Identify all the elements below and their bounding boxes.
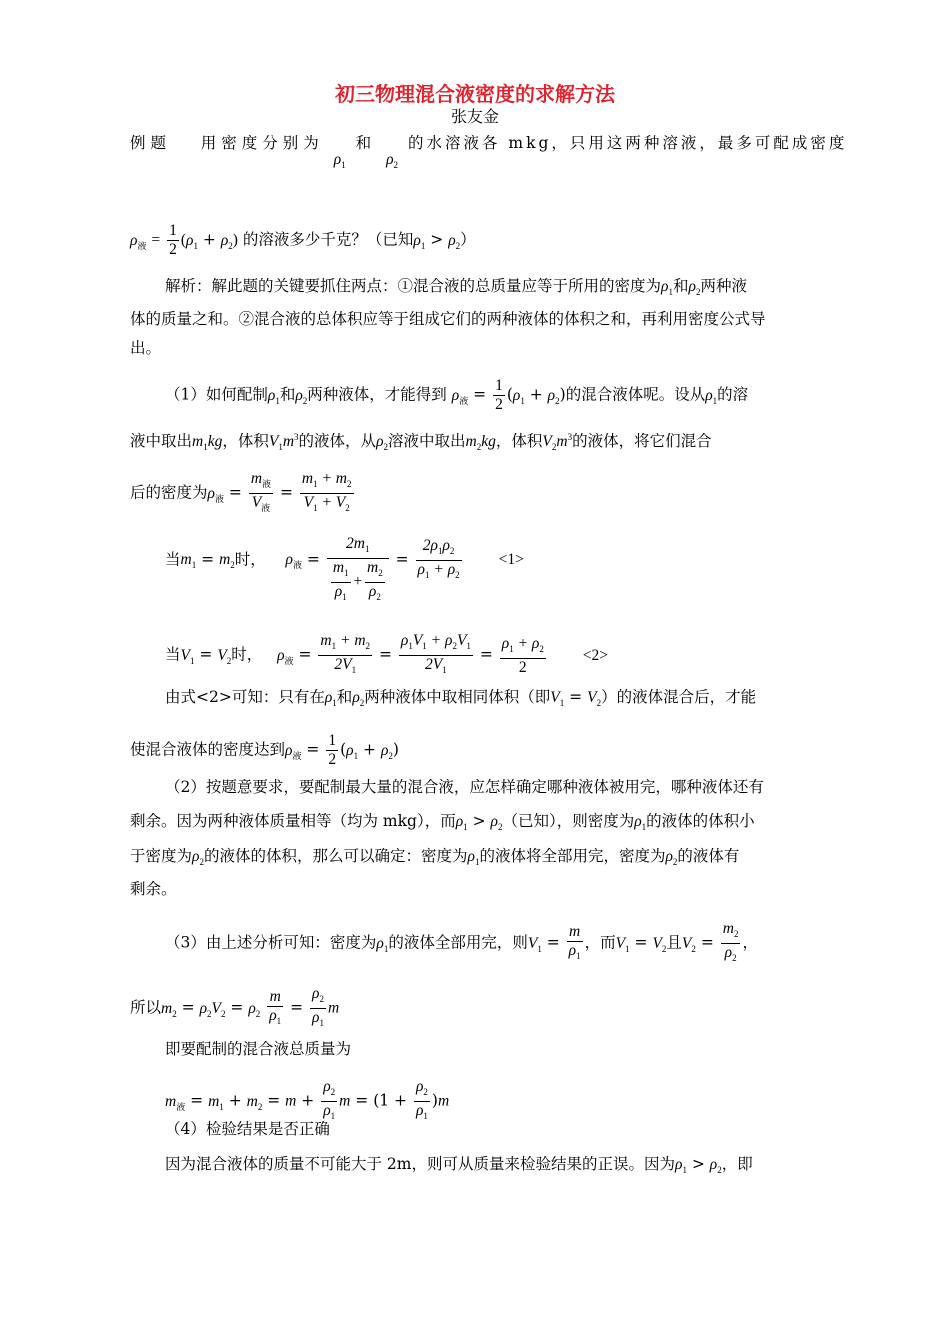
example-line-1: 例题 用密度分别为 $\rho_1$ 和 $\rho_2$ 的水溶液各 mkg，只用这两种溶液，最多可配成密度 xyxy=(130,134,848,171)
formula-1: 当$m_1 = m_2$时， $\rho_液$ = $2m_1$ $\frac{m_1}{\rho_1}$ + $\frac{m_2}{\rho_2}$ = $\frac{2\rho_1\rho_2}{\rho_1 + \rho_2}$ <1> xyxy=(165,535,524,603)
step1-line-2: 液中取出$m_1kg$，体积$V_1m^3$的液体，从$\rho_2$溶液中取出$m_2kg$，体积$V_2m^3$的液体，将它们混合 xyxy=(130,432,712,453)
analysis-line-3: 出。 xyxy=(130,339,162,357)
step3-line-1: （3）由上述分析可知：密度为$\rho_1$的液体全部用完，则$V_1$ = $\frac{m}{\rho_1}$ ，而$V_1 = V_2$且$V_2$ = $\frac{m_2}{\rho_2}$ ， xyxy=(165,920,758,964)
analysis-line-1: 解析：解此题的关键要抓住两点：①混合液的总质量应等于所用的密度为$\rho_1$和$\rho_2$两种液 xyxy=(165,277,747,298)
author: 张友金 xyxy=(450,107,499,126)
formula-2: 当$V_1 = V_2$时， $\rho_液$ = $\frac{m_1 + m_2}{2V_1}$ = $\frac{\rho_1V_1 + \rho_2V_1}{2V_1}$ = $\frac{\rho_1 + \rho_2}{2}$ <2> xyxy=(165,632,609,676)
conclusion-line-2: 使混合液体的密度达到$\rho_液$ = $\frac{1}{2}$ $(\rho_1 + \rho_2)$ xyxy=(130,732,399,768)
step1-line-3: 后的密度为$\rho_液$ = $\frac{m_液}{V_液}$ = $\frac{m_1 + m_2}{V_1 + V_2}$ xyxy=(130,470,352,514)
step2-line-1: （2）按题意要求，要配制最大量的混合液，应怎样确定哪种液体被用完，哪种液体还有 xyxy=(165,778,764,796)
step3-line-3: 即要配制的混合液总质量为 xyxy=(165,1040,352,1058)
step4-line-2: 因为混合液体的质量不可能大于 2m，则可从质量来检验结果的正误。因为$\rho_1 > \rho_2$，即 xyxy=(165,1155,753,1176)
step2-line-2: 剩余。因为两种液体质量相等（均为 mkg），而$\rho_1 > \rho_2$（已知），则密度为$\rho_1$的液体的体积小 xyxy=(130,812,755,833)
example-line-2: $\rho_液$ = $\frac{1}{2}$ $(\rho_1 + \rho_2)$ 的溶液多少千克？（已知$\rho_1 > \rho_2$） xyxy=(130,222,476,258)
step3-formula: $m_液 = m_1 + m_2 = m$ + $\frac{\rho_2}{\rho_1}$ m = (1 + $\frac{\rho_2}{\rho_1}$ )m xyxy=(165,1078,450,1122)
step2-line-4: 剩余。 xyxy=(130,880,177,898)
step4-line-1: （4）检验结果是否正确 xyxy=(165,1120,330,1138)
conclusion-line-1: 由式<2>可知：只有在$\rho_1$和$\rho_2$两种液体中取相同体积（即$V_1 = V_2$）的液体混合后，才能 xyxy=(165,688,757,709)
step3-line-2: 所以$m_2 = \rho_2V_2 = \rho_2$ $\frac{m}{\rho_1}$ = $\frac{\rho_2}{\rho_1}$ m xyxy=(130,985,340,1029)
analysis-line-2: 体的质量之和。②混合液的总体积应等于组成它们的两种液体的体积之和，再利用密度公式导 xyxy=(130,310,766,328)
page-title: 初三物理混合液密度的求解方法 xyxy=(335,82,615,106)
step1-line-1: （1）如何配制$\rho_1$和$\rho_2$两种液体，才能得到 $\rho_液$ = $\frac{1}{2}$ $(\rho_1 + \rho_2)$的混合液体呢。设从$\rho_1$的溶 xyxy=(165,377,749,413)
step2-line-3: 于密度为$\rho_2$的液体的体积，那么可以确定：密度为$\rho_1$的液体将全部用完，密度为$\rho_2$的液体有 xyxy=(130,847,740,868)
